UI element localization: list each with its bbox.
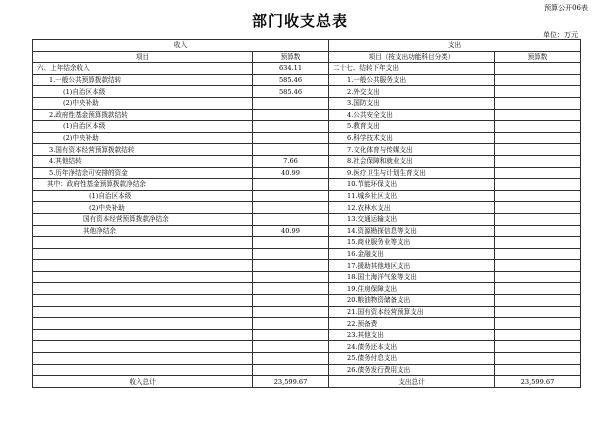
income-budget-cell	[253, 248, 329, 260]
expense-budget-cell	[495, 271, 581, 283]
expense-item-header: 项目（按支出功能科目分类）	[329, 51, 495, 63]
expense-item-cell: 11.城乡社区支出	[329, 190, 495, 202]
unit-label: 单位：万元	[543, 31, 578, 39]
income-budget-cell	[253, 364, 329, 376]
income-item-cell: (1)自治区本级	[33, 121, 253, 133]
income-item-cell	[33, 248, 253, 260]
table-row	[33, 237, 581, 249]
income-budget-cell	[253, 295, 329, 307]
income-budget-cell	[253, 109, 329, 121]
income-item-cell: 1.一般公共预算拨款结转	[33, 74, 253, 86]
expense-budget-cell	[495, 74, 581, 86]
expense-item-cell: 6.科学技术支出	[329, 132, 495, 144]
expense-budget-cell	[495, 364, 581, 376]
table-code-label: 预算公开06表	[544, 4, 588, 12]
expense-item-cell: 10.节能环保支出	[329, 179, 495, 191]
income-budget-cell: 585.46	[253, 74, 329, 86]
expense-item-cell: 23.其他支出	[329, 329, 495, 341]
expense-budget-cell	[495, 121, 581, 133]
expense-budget-cell	[495, 318, 581, 330]
income-item-cell: 其中：政府性基金预算拨款净结余	[33, 179, 253, 191]
table-row	[33, 318, 581, 330]
income-budget-cell	[253, 260, 329, 272]
income-item-cell: 3.国有资本经营预算拨款结转	[33, 144, 253, 156]
expense-item-cell: 25.债务付息支出	[329, 353, 495, 365]
income-item-cell: (2)中央补助	[33, 132, 253, 144]
table-row	[33, 144, 581, 156]
table-row	[33, 86, 581, 98]
expense-item-cell: 19.住房保障支出	[329, 283, 495, 295]
expense-item-cell: 26.债务发行费用支出	[329, 364, 495, 376]
totals-row	[33, 376, 581, 388]
income-item-cell: 国有资本经营预算拨款净结余	[33, 213, 253, 225]
income-budget-cell: 585.46	[253, 86, 329, 98]
expense-item-cell: 5.教育支出	[329, 121, 495, 133]
table-row	[33, 248, 581, 260]
income-budget-cell: 40.99	[253, 167, 329, 179]
income-budget-cell	[253, 132, 329, 144]
income-budget-cell	[253, 121, 329, 133]
expense-item-cell: 3.国防支出	[329, 97, 495, 109]
income-budget-cell	[253, 329, 329, 341]
income-item-cell: 其他净结余	[33, 225, 253, 237]
table-row	[33, 63, 581, 75]
income-budget-cell	[253, 97, 329, 109]
income-item-cell	[33, 353, 253, 365]
table-row	[33, 155, 581, 167]
income-item-cell: 4.其他结转	[33, 155, 253, 167]
income-item-cell	[33, 364, 253, 376]
income-item-cell	[33, 237, 253, 249]
income-budget-cell	[253, 144, 329, 156]
expense-budget-cell	[495, 225, 581, 237]
income-budget-cell: 7.66	[253, 155, 329, 167]
income-total-label: 收入总计	[33, 376, 253, 388]
expense-budget-cell	[495, 283, 581, 295]
income-item-cell: 5.历年净结余可安排的资金	[33, 167, 253, 179]
table-row	[33, 132, 581, 144]
expense-item-cell: 16.金融支出	[329, 248, 495, 260]
income-budget-header: 预算数	[253, 51, 329, 63]
income-item-cell	[33, 283, 253, 295]
income-budget-cell	[253, 213, 329, 225]
income-budget-cell	[253, 306, 329, 318]
expense-item-cell: 二十七、结转下年支出	[329, 63, 495, 75]
income-item-cell	[33, 295, 253, 307]
expense-item-cell: 13.交通运输支出	[329, 213, 495, 225]
expense-item-cell: 15.商业服务业等支出	[329, 237, 495, 249]
table-row	[33, 341, 581, 353]
income-item-cell: 2.政府性基金预算拨款结转	[33, 109, 253, 121]
income-item-cell	[33, 271, 253, 283]
column-header-row	[33, 51, 581, 63]
expense-budget-cell	[495, 63, 581, 75]
table-row	[33, 74, 581, 86]
income-item-cell: 六、上年结余收入	[33, 63, 253, 75]
income-item-cell: (2)中央补助	[33, 97, 253, 109]
expense-item-cell: 22.预备费	[329, 318, 495, 330]
expense-item-cell: 17.援助其他地区支出	[329, 260, 495, 272]
expense-budget-cell	[495, 353, 581, 365]
expense-total-value: 23,599.67	[495, 376, 581, 388]
income-budget-cell	[253, 190, 329, 202]
income-budget-cell	[253, 271, 329, 283]
income-total-value: 23,599.67	[253, 376, 329, 388]
expense-budget-cell	[495, 155, 581, 167]
expense-budget-cell	[495, 190, 581, 202]
income-budget-cell	[253, 202, 329, 214]
income-item-cell	[33, 329, 253, 341]
expense-budget-cell	[495, 202, 581, 214]
table-row	[33, 109, 581, 121]
expense-item-cell: 12.农林水支出	[329, 202, 495, 214]
income-budget-cell	[253, 318, 329, 330]
expense-budget-cell	[495, 179, 581, 191]
income-item-cell	[33, 341, 253, 353]
expense-item-cell: 21.国有资本经营预算支出	[329, 306, 495, 318]
table-row	[33, 295, 581, 307]
expense-item-cell: 7.文化体育与传媒支出	[329, 144, 495, 156]
table-row	[33, 121, 581, 133]
expense-item-cell: 4.公共安全支出	[329, 109, 495, 121]
expense-item-cell: 2.外交支出	[329, 86, 495, 98]
expense-budget-cell	[495, 260, 581, 272]
table-row	[33, 353, 581, 365]
expense-budget-cell	[495, 213, 581, 225]
expense-total-label: 支出总计	[329, 376, 495, 388]
expense-item-cell: 8.社会保障和就业支出	[329, 155, 495, 167]
income-section-header: 收入	[33, 40, 329, 52]
income-item-cell	[33, 260, 253, 272]
table-row	[33, 364, 581, 376]
table-row	[33, 167, 581, 179]
expense-budget-header: 预算数	[495, 51, 581, 63]
expense-item-cell: 14.资源勘探信息等支出	[329, 225, 495, 237]
expense-budget-cell	[495, 109, 581, 121]
expense-budget-cell	[495, 144, 581, 156]
income-item-cell: (1)自治区本级	[33, 86, 253, 98]
table-row	[33, 329, 581, 341]
expense-item-cell: 20.粮油物资储备支出	[329, 295, 495, 307]
table-row	[33, 260, 581, 272]
expense-budget-cell	[495, 167, 581, 179]
expense-budget-cell	[495, 248, 581, 260]
table-row	[33, 306, 581, 318]
expense-budget-cell	[495, 341, 581, 353]
section-header-row	[33, 40, 581, 52]
expense-item-cell: 18.国土海洋气象等支出	[329, 271, 495, 283]
budget-table	[32, 39, 581, 388]
expense-budget-cell	[495, 295, 581, 307]
table-row	[33, 97, 581, 109]
income-item-cell: (2)中央补助	[33, 202, 253, 214]
income-budget-cell	[253, 341, 329, 353]
income-budget-cell: 634.11	[253, 63, 329, 75]
expense-budget-cell	[495, 132, 581, 144]
income-budget-cell: 40.99	[253, 225, 329, 237]
table-row	[33, 283, 581, 295]
expense-item-cell: 1.一般公共服务支出	[329, 74, 495, 86]
income-budget-cell	[253, 179, 329, 191]
expense-item-cell: 24.债务还本支出	[329, 341, 495, 353]
expense-budget-cell	[495, 86, 581, 98]
table-row	[33, 202, 581, 214]
expense-budget-cell	[495, 306, 581, 318]
income-item-header: 项目	[33, 51, 253, 63]
income-budget-cell	[253, 237, 329, 249]
table-row	[33, 179, 581, 191]
income-item-cell	[33, 318, 253, 330]
table-row	[33, 225, 581, 237]
expense-budget-cell	[495, 97, 581, 109]
page-title: 部门收支总表	[251, 12, 348, 30]
income-item-cell	[33, 306, 253, 318]
expense-budget-cell	[495, 237, 581, 249]
expense-budget-cell	[495, 329, 581, 341]
table-row	[33, 271, 581, 283]
expense-section-header: 支出	[329, 40, 581, 52]
expense-item-cell: 9.医疗卫生与计划生育支出	[329, 167, 495, 179]
income-budget-cell	[253, 283, 329, 295]
table-row	[33, 190, 581, 202]
table-row	[33, 213, 581, 225]
income-budget-cell	[253, 353, 329, 365]
income-item-cell: (1)自治区本级	[33, 190, 253, 202]
